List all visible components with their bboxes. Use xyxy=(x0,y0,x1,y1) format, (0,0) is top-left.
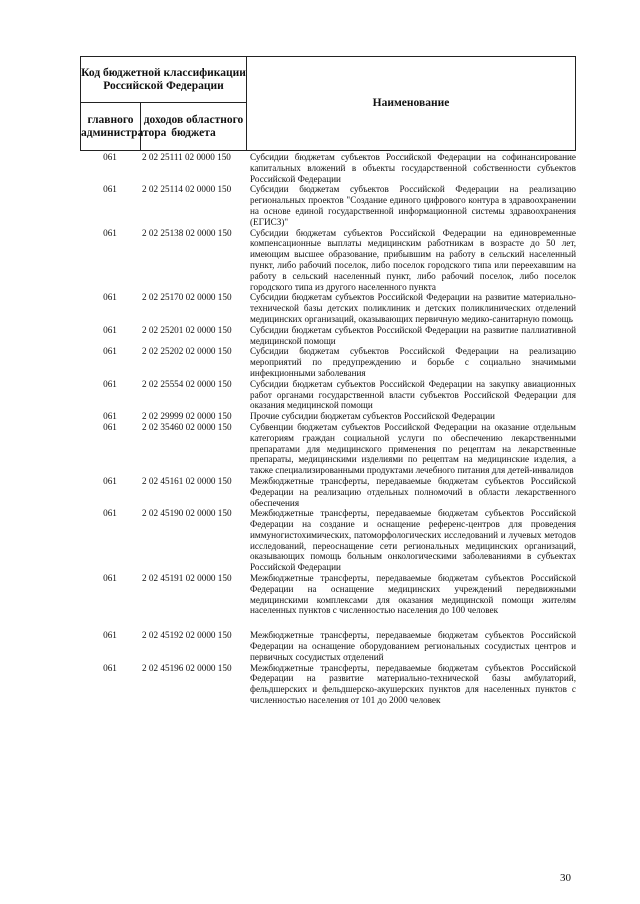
income-code-cell: 2 02 25201 02 0000 150 xyxy=(142,324,232,335)
admin-code-cell: 061 xyxy=(103,324,117,335)
income-code-cell: 2 02 45161 02 0000 150 xyxy=(142,475,232,486)
admin-code-cell: 061 xyxy=(103,292,117,303)
admin-code-cell: 061 xyxy=(103,411,117,422)
table-row xyxy=(80,630,576,662)
table-row xyxy=(80,573,576,630)
name-column-header: Наименование xyxy=(247,57,576,151)
table-row xyxy=(80,508,576,573)
item-name-cell: Субсидии бюджетам субъектов Российской Федерации на реализацию мероприятий по предупреждению и борьбе с социально значимыми инфекционными заболевания xyxy=(250,346,576,378)
income-code-cell: 2 02 35460 02 0000 150 xyxy=(142,421,232,432)
table-row xyxy=(80,228,576,293)
item-name-cell: Прочие субсидии бюджетам субъектов Российской Федерации xyxy=(250,411,495,422)
item-name-cell: Межбюджетные трансферты, передаваемые бюджетам субъектов Российской Федерации на создание и оснащение референс-центров для проведения иммуногистохимических, патоморфологических исследований и лучевых методов исследований, переоснащение сети региональных медицинских организаций, оказывающих помощь больным онкологическими заболеваниями в субъектах Российской Федерации xyxy=(250,508,576,573)
admin-code-cell: 061 xyxy=(103,662,117,673)
table-row xyxy=(80,379,576,411)
item-name-cell: Межбюджетные трансферты, передаваемые бюджетам субъектов Российской Федерации на реализацию отдельных полномочий в области лекарственного обеспечения xyxy=(250,475,576,508)
admin-code-cell: 061 xyxy=(103,346,117,357)
income-code-cell: 2 02 25138 02 0000 150 xyxy=(142,227,232,238)
admin-column-header: главного администратора xyxy=(81,103,141,151)
admin-code-cell: 061 xyxy=(103,475,117,486)
admin-code-cell: 061 xyxy=(103,227,117,238)
income-code-cell: 2 02 25111 02 0000 150 xyxy=(142,152,231,162)
income-code-cell: 2 02 25554 02 0000 150 xyxy=(142,378,232,389)
item-name-cell: Субсидии бюджетам субъектов Российской Федерации на развитие паллиативной медицинской помощи xyxy=(250,324,576,346)
income-code-cell: 2 02 25170 02 0000 150 xyxy=(142,292,232,303)
income-code-cell: 2 02 29999 02 0000 150 xyxy=(142,411,232,422)
admin-code-cell: 061 xyxy=(103,152,117,162)
table-row xyxy=(80,346,576,378)
admin-code-cell: 061 xyxy=(103,184,117,195)
admin-code-cell: 061 xyxy=(103,508,117,519)
table-header xyxy=(80,56,576,151)
income-code-cell: 2 02 45190 02 0000 150 xyxy=(142,508,232,519)
income-code-cell: 2 02 25202 02 0000 150 xyxy=(142,346,232,357)
item-name-cell: Межбюджетные трансферты, передаваемые бюджетам субъектов Российской Федерации на оснащение оборудованием региональных сосудистых центров и первичных сосудистых отделений xyxy=(250,630,576,662)
income-code-cell: 2 02 25114 02 0000 150 xyxy=(142,184,232,195)
page-number: 30 xyxy=(560,872,571,884)
income-code-cell: 2 02 45191 02 0000 150 xyxy=(142,573,232,584)
table-row xyxy=(80,184,576,227)
income-code-cell: 2 02 45196 02 0000 150 xyxy=(142,662,232,673)
table-row xyxy=(80,476,576,508)
table-row xyxy=(80,292,576,324)
admin-code-cell: 061 xyxy=(103,630,117,641)
item-name-cell: Межбюджетные трансферты, передаваемые бюджетам субъектов Российской Федерации на развитие материально-технической базы амбулаторий, фельдшерских и фельдшерско-акушерских пунктов для населенных пунктов с численностью населения от 101 до 2000 человек xyxy=(250,662,576,706)
table-row xyxy=(80,325,576,347)
item-name-cell: Межбюджетные трансферты, передаваемые бюджетам субъектов Российской Федерации на оснащение медицинских учреждений передвижными медицинскими комплексами для оказания медицинской помощи жителям населенных пунктов с численностью населения до 100 человек xyxy=(250,573,576,616)
item-name-cell: Субвенции бюджетам субъектов Российской Федерации на оказание отдельным категориям граждан социальной услуги по обеспечению лекарственными препаратами для медицинского применения по рецептам на лекарственные препараты, медицинскими изделиями по рецептам на медицинские изделия, а также специализированными продуктами лечебного питания для детей-инвалидов xyxy=(250,421,576,476)
admin-code-cell: 061 xyxy=(103,573,117,584)
item-name-cell: Субсидии бюджетам субъектов Российской Федерации на развитие материально-технической базы детских поликлиник и детских поликлинических отделений медицинских организаций, оказывающих первичную медико-санитарную помощь xyxy=(250,292,576,324)
table-row xyxy=(80,663,576,706)
budget-code-group-header: Код бюджетной классификации Российской Федерации xyxy=(81,57,247,103)
item-name-cell: Субсидии бюджетам субъектов Российской Федерации на софинансирование капитальных вложений в объекты государственной собственности субъектов Российской Федерации xyxy=(250,152,576,184)
table-row xyxy=(80,152,576,184)
admin-code-cell: 061 xyxy=(103,378,117,389)
table-row xyxy=(80,411,576,422)
income-column-header: доходов областного бюджета xyxy=(141,103,247,151)
budget-table-body xyxy=(80,152,576,706)
income-code-cell: 2 02 45192 02 0000 150 xyxy=(142,630,232,641)
admin-code-cell: 061 xyxy=(103,421,117,432)
table-row xyxy=(80,422,576,476)
item-name-cell: Субсидии бюджетам субъектов Российской Федерации на закупку авиационных работ органами государственной власти субъектов Российской Федерации для оказания медицинской помощи xyxy=(250,378,576,411)
item-name-cell: Субсидии бюджетам субъектов Российской Федерации на единовременные компенсационные выплаты медицинским работникам в возрасте до 50 лет, имеющим высшее образование, прибывшим на работу в сельский населенный пункт, либо рабочий поселок, либо поселок городского типа или переехавшим на работу в сельский населенный пункт, либо рабочий поселок, либо поселок городского типа из другого населенного пункта xyxy=(250,227,576,292)
item-name-cell: Субсидии бюджетам субъектов Российской Федерации на реализацию региональных проектов "Создание единого цифрового контура в здравоохранении на основе единой государственной информационной системы здравоохранения (ЕГИСЗ)" xyxy=(250,184,576,227)
